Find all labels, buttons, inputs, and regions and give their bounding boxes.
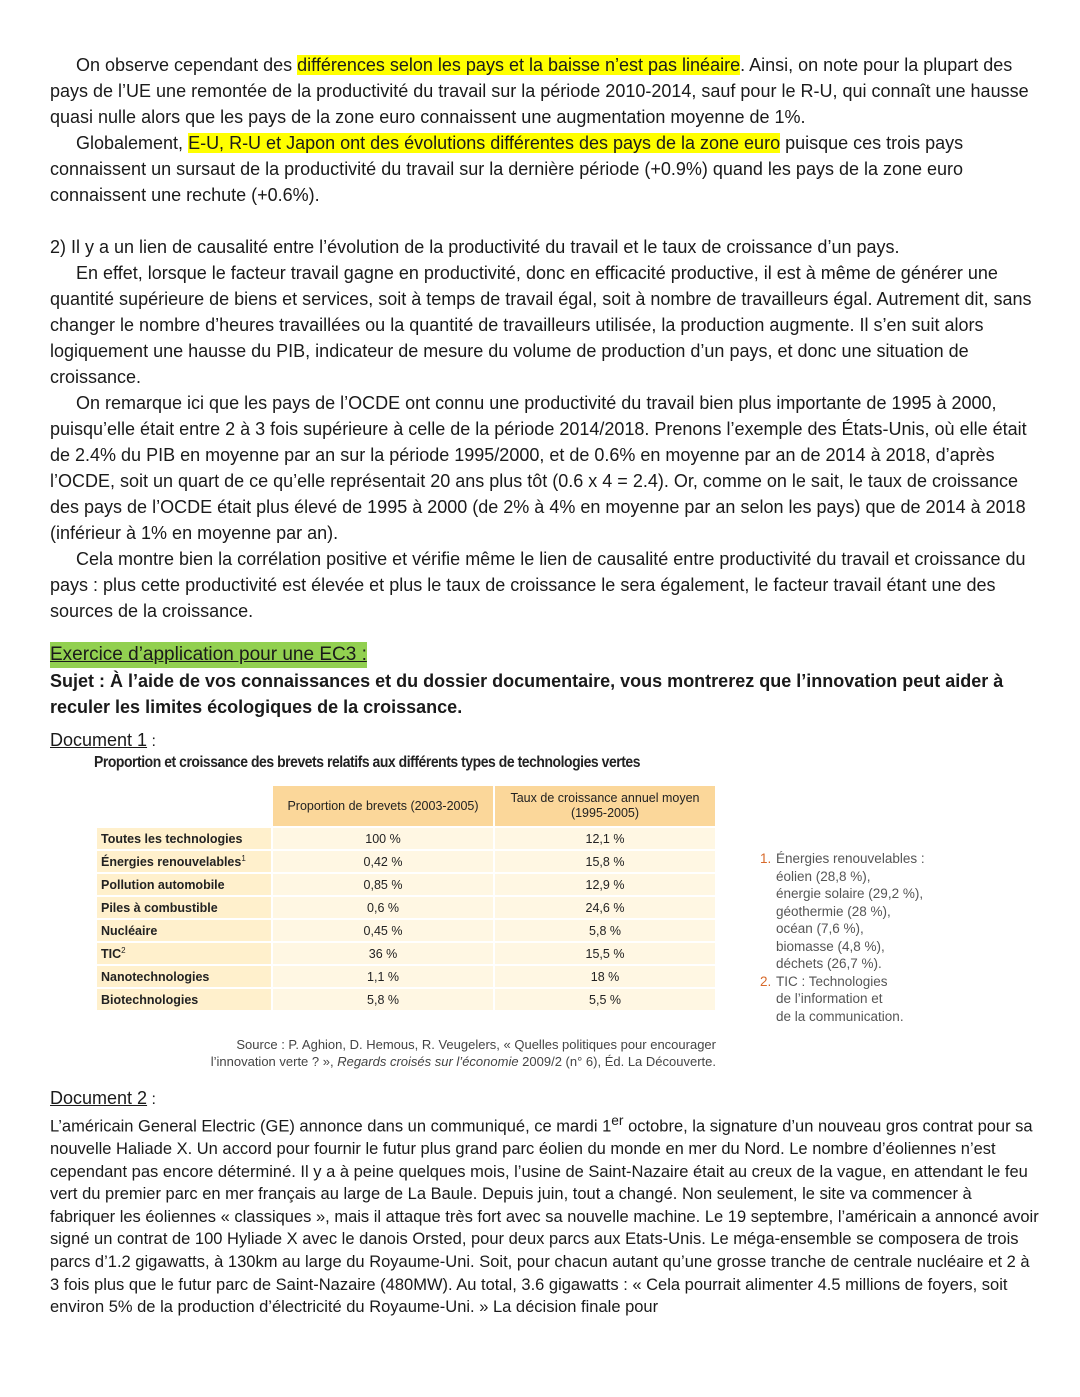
document-page xyxy=(50,52,1040,1319)
source-publication: Regards croisés sur l’économie xyxy=(337,1054,519,1069)
exercise-subject: Sujet : À l’aide de vos connaissances et du dossier documentaire, vous montrerez que l’innovation peut aider à reculer les limites écologiques de la croissance. xyxy=(50,671,1004,717)
source-line-2 xyxy=(136,1053,716,1070)
table-row xyxy=(96,827,716,850)
exercise-title: Exercice d’application pour une EC3 : xyxy=(50,642,367,668)
cell-growth: 15,5 % xyxy=(494,942,716,965)
doc-label: Document 2 xyxy=(50,1088,148,1108)
doc-label-suffix: : xyxy=(147,733,156,750)
footnote-line: énergie solaire (29,2 %), xyxy=(776,886,924,901)
text-run: L’américain General Electric (GE) annonce dans un communiqué, ce mardi 1 xyxy=(50,1117,612,1136)
paragraph-globalement xyxy=(50,130,1040,208)
footnote-1 xyxy=(760,850,960,868)
footnote-line: géothermie (28 %), xyxy=(776,903,891,919)
table-row xyxy=(96,873,716,896)
doc-label-suffix: : xyxy=(147,1091,156,1108)
highlight-yellow: E-U, R-U et Japon ont des évolutions différentes des pays de la zone euro xyxy=(188,133,781,153)
table-row xyxy=(96,919,716,942)
footnote-line: biomasse (4,8 %), xyxy=(776,938,885,954)
row-label: Toutes les technologies xyxy=(96,827,272,850)
source-line-1: Source : P. Aghion, D. Hemous, R. Veugelers, « Quelles politiques pour encourager xyxy=(236,1037,716,1052)
document-1-label xyxy=(50,728,1040,752)
source-text: l’innovation verte ? », xyxy=(210,1054,338,1069)
table-footnotes xyxy=(760,850,960,1025)
table-row xyxy=(96,965,716,988)
table-row xyxy=(96,942,716,965)
footnote-line: Énergies renouvelables : xyxy=(776,851,925,866)
cell-proportion: 100 % xyxy=(272,827,494,850)
document-1-figure xyxy=(50,754,1040,1084)
cell-growth: 15,8 % xyxy=(494,850,716,873)
table-row xyxy=(96,850,716,873)
table-corner xyxy=(96,785,272,827)
table-title: Proportion et croissance des brevets relatifs aux différents types de technologies vertes xyxy=(94,754,641,771)
cell-growth: 12,1 % xyxy=(494,827,716,850)
cell-proportion: 0,6 % xyxy=(272,896,494,919)
superscript: er xyxy=(611,1113,624,1128)
section-heading-2: 2) Il y a un lien de causalité entre l’évolution de la productivité du travail et le taux de croissance d’un pays. xyxy=(50,237,900,257)
source-text: 2009/2 (n° 6), Éd. La Découverte. xyxy=(518,1054,716,1069)
text-run: octobre, la signature d’un nouveau gros contrat pour sa nouvelle Haliade X. Un accord pour fournir le futur plus grand parc éolien du monde en mer du Nord. Le nombre d’éoliennes n’est cependant pas encore déterminé. Il y a à peine quelques mois, l’usine de Saint-Nazaire était au creux de la vague, en attendant le feu vert du premier parc en mer français au large de La Baule. Depuis juin, tout a changé. Non seulement, le site va commencer à fabriquer les éoliennes « classiques », mais il attaque très fort avec sa nouvelle machine. Le 19 septembre, l’américain a annoncé avoir signé un contrat de 100 Hyliade X avec le danois Orsted, pour deux parcs aux Etats-Unis. Le méga-ensemble se composera de trois parcs d’1.2 gigawatts, à 130km au large du Royaume-Uni. Soit, pour chacun autant qu’une grosse tranche de centrale nucléaire et 2 à 3 fois plus que le futur parc de Saint-Nazaire (480MW). Au total, 3.6 gigawatts : « Cela pourrait alimenter 4.5 millions de foyers, soit environ 5% de la production d’électricité du Royaume-Uni. » La décision finale pour xyxy=(50,1117,1039,1317)
footnote-line: TIC : Technologies xyxy=(776,973,888,989)
row-label: Nucléaire xyxy=(96,919,272,942)
table-row xyxy=(96,988,716,1011)
text-run: On observe cependant des xyxy=(76,55,298,75)
patents-table xyxy=(95,784,717,1012)
column-header-growth: Taux de croissance annuel moyen (1995-2005) xyxy=(494,785,716,827)
text-run: . Ainsi, on note pour la plupart des pays de l’UE une remontée de la productivité du travail sur la période 2010-2014, sauf pour le R-U, qui connaît une hausse quasi nulle alors que les pays de la zone euro connaissent une augmentation moyenne de 1%. xyxy=(50,55,1029,127)
cell-proportion: 5,8 % xyxy=(272,988,494,1011)
cell-growth: 5,5 % xyxy=(494,988,716,1011)
row-label: TIC$^2$ xyxy=(96,942,272,965)
paragraph-facteur-travail: En effet, lorsque le facteur travail gagne en productivité, donc en efficacité productive, il est à même de générer une quantité supérieure de biens et services, soit à temps de travail égal, soit à nombre de travailleurs égal. Autrement dit, sans changer le nombre d’heures travaillées ou la quantité de travailleurs utilisée, la production augmente. Il s’en suit alors logiquement une hausse du PIB, indicateur de mesure du volume de production d’un pays, et donc une situation de croissance. xyxy=(50,263,1032,387)
row-label: Énergies renouvelables$^1$ xyxy=(96,850,272,873)
cell-proportion: 1,1 % xyxy=(272,965,494,988)
row-label: Nanotechnologies xyxy=(96,965,272,988)
footnote-number: 2. xyxy=(760,973,772,989)
cell-proportion: 36 % xyxy=(272,942,494,965)
cell-proportion: 0,45 % xyxy=(272,919,494,942)
document-2-label xyxy=(50,1086,1040,1110)
cell-growth: 18 % xyxy=(494,965,716,988)
table-row xyxy=(96,896,716,919)
footnote-line: océan (7,6 %), xyxy=(776,921,864,936)
row-label: Piles à combustible xyxy=(96,896,272,919)
paragraph-ocde: On remarque ici que les pays de l’OCDE ont connu une productivité du travail bien plus importante de 1995 à 2000, puisqu’elle était entre 2 à 3 fois supérieure à celle de la période 2014/2018. Prenons l’exemple des États-Unis, où elle était de 2.4% du PIB en moyenne par an sur la période 1995/2000, et de 0.6% en moyenne par an de 2014 à 2018, d’après l’OCDE, soit un quart de ce qu’elle représentait 20 ans plus tôt (0.6 x 4 = 2.4). Or, comme on le sait, le taux de croissance des pays de l’OCDE était plus élevé de 1995 à 2000 (de 2% à 4% en moyenne par an selon les pays) que de 2014 à 2018 (inférieur à 1% en moyenne par an). xyxy=(50,393,1027,543)
cell-proportion: 0,42 % xyxy=(272,850,494,873)
cell-growth: 24,6 % xyxy=(494,896,716,919)
footnote-line: de l’information et xyxy=(776,991,883,1006)
footnote-line: de la communication. xyxy=(776,1008,904,1024)
row-label: Biotechnologies xyxy=(96,988,272,1011)
highlight-yellow: différences selon les pays et la baisse n’est pas linéaire xyxy=(297,55,741,75)
footnote-line: déchets (26,7 %). xyxy=(776,956,882,971)
paragraph-differences xyxy=(50,52,1040,130)
footnote-2 xyxy=(760,973,960,991)
doc-label: Document 1 xyxy=(50,730,148,750)
document-2-text xyxy=(50,1110,1040,1319)
cell-growth: 12,9 % xyxy=(494,873,716,896)
paragraph-correlation: Cela montre bien la corrélation positive et vérifie même le lien de causalité entre productivité du travail et croissance du pays : plus cette productivité est élevée et plus le taux de croissance le sera également, le facteur travail étant une des sources de la croissance. xyxy=(50,549,1026,621)
cell-proportion: 0,85 % xyxy=(272,873,494,896)
table-source xyxy=(136,1036,716,1070)
cell-growth: 5,8 % xyxy=(494,919,716,942)
document-2 xyxy=(50,1086,1040,1319)
footnote-line: éolien (28,8 %), xyxy=(776,868,871,884)
text-run: Globalement, xyxy=(76,133,189,153)
footnote-number: 1. xyxy=(760,851,772,866)
row-label: Pollution automobile xyxy=(96,873,272,896)
text-run: puisque ces trois pays connaissent un sursaut de la productivité du travail sur la dernière période (+0.9%) quand les pays de la zone euro connaissent une rechute (+0.6%). xyxy=(50,133,964,205)
column-header-proportion: Proportion de brevets (2003-2005) xyxy=(272,785,494,827)
